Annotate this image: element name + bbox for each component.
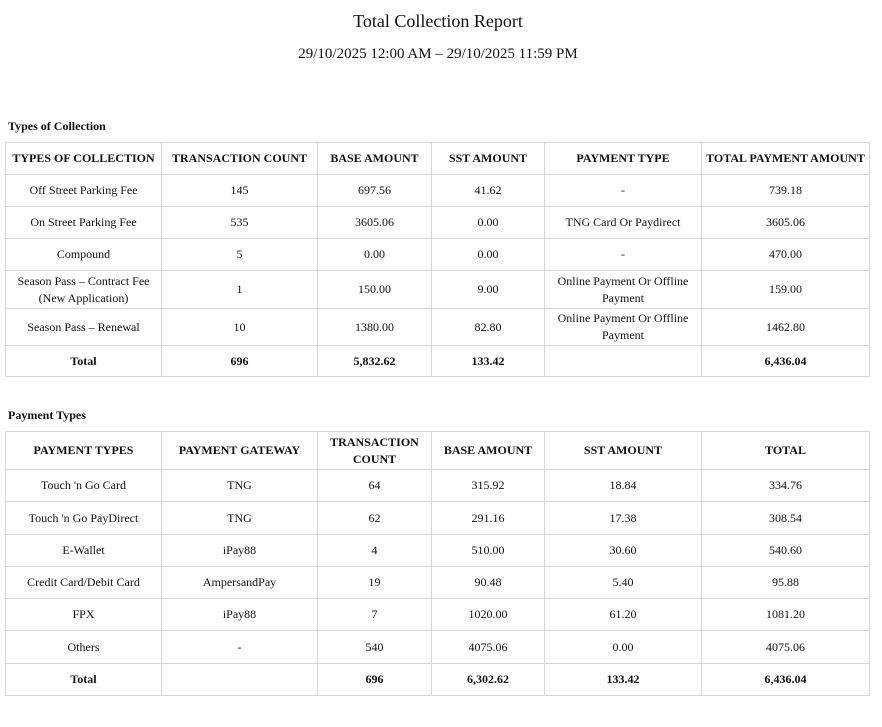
table-cell: 1 — [162, 271, 318, 309]
table-cell: TNG — [162, 502, 318, 535]
table-cell: 159.00 — [702, 271, 870, 309]
table-cell: AmpersandPay — [162, 567, 318, 599]
table-cell: 334.76 — [702, 470, 870, 502]
table-cell: - — [545, 239, 702, 271]
payment-heading: Payment Types — [8, 408, 86, 422]
table-header-row — [6, 143, 870, 175]
table-cell: 470.00 — [702, 239, 870, 271]
table-cell: 5,832.62 — [318, 346, 432, 377]
table-cell: 30.60 — [545, 535, 702, 567]
table-cell: 1380.00 — [318, 309, 432, 346]
table-cell: 7 — [318, 599, 432, 631]
table-cell: 6,302.62 — [432, 664, 545, 696]
table-cell: 150.00 — [318, 271, 432, 309]
table-row — [6, 631, 870, 664]
table-row — [6, 567, 870, 599]
total-row — [6, 664, 870, 696]
table-cell: 540 — [318, 631, 432, 664]
table-cell: Credit Card/Debit Card — [6, 567, 162, 599]
table-cell: Compound — [6, 239, 162, 271]
table-cell: 6,436.04 — [702, 346, 870, 377]
table-row — [6, 470, 870, 502]
header-cell: TOTAL — [702, 432, 870, 470]
collection-heading: Types of Collection — [8, 119, 106, 133]
table-row — [6, 502, 870, 535]
table-cell: Total — [6, 664, 162, 696]
table-row — [6, 239, 870, 271]
payment-table — [5, 431, 870, 696]
header-cell: TOTAL PAYMENT AMOUNT — [702, 143, 870, 175]
table-cell: 9.00 — [432, 271, 545, 309]
table-cell: 0.00 — [318, 239, 432, 271]
page-title: Total Collection Report — [353, 11, 523, 31]
table-cell: 133.42 — [545, 664, 702, 696]
table-cell: E-Wallet — [6, 535, 162, 567]
table-cell: 696 — [318, 664, 432, 696]
table-cell: 61.20 — [545, 599, 702, 631]
table-cell: 540.60 — [702, 535, 870, 567]
table-cell: 133.42 — [432, 346, 545, 377]
header-cell: TYPES OF COLLECTION — [6, 143, 162, 175]
table-cell: 696 — [162, 346, 318, 377]
table-cell: 10 — [162, 309, 318, 346]
table-cell: 145 — [162, 175, 318, 207]
table-cell: 315.92 — [432, 470, 545, 502]
table-cell: Off Street Parking Fee — [6, 175, 162, 207]
table-cell: 697.56 — [318, 175, 432, 207]
table-cell: Season Pass – Contract Fee (New Application) — [6, 271, 162, 309]
table-cell: 17.38 — [545, 502, 702, 535]
table-cell: 3605.06 — [702, 207, 870, 239]
table-cell: 90.48 — [432, 567, 545, 599]
table-cell: 510.00 — [432, 535, 545, 567]
table-cell: 1462.80 — [702, 309, 870, 346]
table-cell: 3605.06 — [318, 207, 432, 239]
table-cell: 0.00 — [432, 207, 545, 239]
table-cell: Others — [6, 631, 162, 664]
table-cell: 1081.20 — [702, 599, 870, 631]
table-cell: TNG Card Or Paydirect — [545, 207, 702, 239]
header-cell: TRANSACTION COUNT — [162, 143, 318, 175]
table-cell: 308.54 — [702, 502, 870, 535]
table-cell: 6,436.04 — [702, 664, 870, 696]
table-cell: 64 — [318, 470, 432, 502]
table-cell: Touch 'n Go Card — [6, 470, 162, 502]
table-cell: 0.00 — [432, 239, 545, 271]
table-cell: 4 — [318, 535, 432, 567]
table-cell: 62 — [318, 502, 432, 535]
header-cell: BASE AMOUNT — [432, 432, 545, 470]
table-cell: iPay88 — [162, 535, 318, 567]
header-cell: PAYMENT GATEWAY — [162, 432, 318, 470]
table-cell: - — [162, 631, 318, 664]
table-cell: 95.88 — [702, 567, 870, 599]
table-cell: 535 — [162, 207, 318, 239]
table-row — [6, 309, 870, 346]
table-cell — [162, 664, 318, 696]
header-cell: SST AMOUNT — [432, 143, 545, 175]
header-cell: SST AMOUNT — [545, 432, 702, 470]
table-cell: 1020.00 — [432, 599, 545, 631]
table-cell: 0.00 — [545, 631, 702, 664]
header-cell: PAYMENT TYPE — [545, 143, 702, 175]
table-cell: FPX — [6, 599, 162, 631]
table-cell: 291.16 — [432, 502, 545, 535]
table-row — [6, 535, 870, 567]
table-row — [6, 175, 870, 207]
table-cell: Online Payment Or Offline Payment — [545, 271, 702, 309]
date-range: 29/10/2025 12:00 AM – 29/10/2025 11:59 PM — [298, 46, 578, 62]
table-cell: Season Pass – Renewal — [6, 309, 162, 346]
table-cell: iPay88 — [162, 599, 318, 631]
table-cell: 18.84 — [545, 470, 702, 502]
table-cell — [545, 346, 702, 377]
table-cell: Online Payment Or Offline Payment — [545, 309, 702, 346]
table-cell: Total — [6, 346, 162, 377]
table-cell: TNG — [162, 470, 318, 502]
header-cell: PAYMENT TYPES — [6, 432, 162, 470]
collection-table — [5, 142, 870, 377]
table-cell: 5.40 — [545, 567, 702, 599]
table-cell: 19 — [318, 567, 432, 599]
table-cell: 41.62 — [432, 175, 545, 207]
table-cell: 739.18 — [702, 175, 870, 207]
table-cell: 4075.06 — [432, 631, 545, 664]
total-row — [6, 346, 870, 377]
table-cell: 4075.06 — [702, 631, 870, 664]
table-cell: 5 — [162, 239, 318, 271]
table-header-row — [6, 432, 870, 470]
table-cell: - — [545, 175, 702, 207]
table-row — [6, 271, 870, 309]
table-cell: 82.80 — [432, 309, 545, 346]
table-cell: Touch 'n Go PayDirect — [6, 502, 162, 535]
table-row — [6, 599, 870, 631]
header-cell: BASE AMOUNT — [318, 143, 432, 175]
header-cell: TRANSACTION COUNT — [318, 432, 432, 470]
table-cell: On Street Parking Fee — [6, 207, 162, 239]
table-row — [6, 207, 870, 239]
